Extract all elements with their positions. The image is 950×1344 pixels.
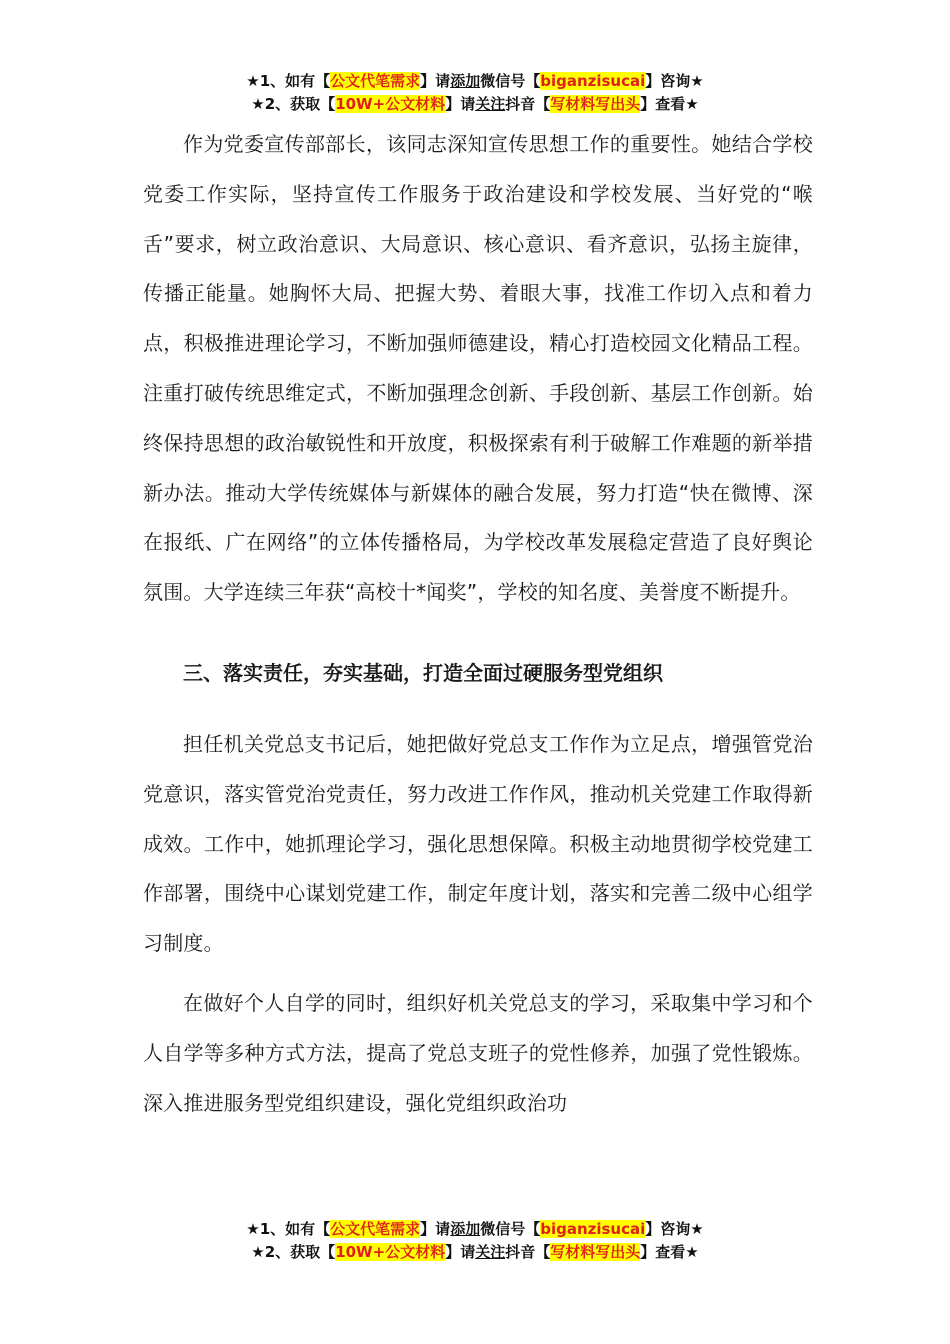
header-banner bbox=[0, 70, 950, 116]
highlight-service: 公文代笔需求 bbox=[330, 72, 421, 90]
banner-line-2: ★2、获取【10W+公文材料】请关注抖音【写材料写出头】查看★ bbox=[251, 1243, 699, 1261]
paragraph-self-study: 在做好个人自学的同时，组织好机关党总支的学习，采取集中学习和个人自学等多种方式方法，提高了党总支班子的党性修养，加强了党性锻炼。深入推进服务型党组织建设，强化党组织政治功 bbox=[143, 990, 813, 1115]
banner-line-1: ★1、如有【公文代笔需求】请添加微信号【biganzisucai】咨询★ bbox=[246, 72, 704, 90]
highlight-douyin-id: 写材料写出头 bbox=[550, 1243, 641, 1261]
footer-banner bbox=[0, 1218, 950, 1264]
highlight-wechat-id: biganzisucai bbox=[540, 72, 646, 90]
highlight-wechat-id: biganzisucai bbox=[540, 1220, 646, 1238]
section-heading: 三、落实责任，夯实基础，打造全面过硬服务型党组织 bbox=[183, 660, 663, 685]
paragraph-party-branch: 担任机关党总支书记后，她把做好党总支工作作为立足点，增强管党治党意识，落实管党治党责任，努力改进工作作风，推动机关党建工作取得新成效。工作中，她抓理论学习，强化思想保障。积极主动地贯彻学校党建工作部署，围绕中心谋划党建工作，制定年度计划，落实和完善二级中心组学习制度。 bbox=[143, 731, 813, 956]
paragraph-propaganda-work: 作为党委宣传部部长，该同志深知宣传思想工作的重要性。她结合学校党委工作实际，坚持宣传工作服务于政治建设和学校发展、当好党的“喉舌”要求，树立政治意识、大局意识、核心意识、看齐意识，弘扬主旋律，传播正能量。她胸怀大局、把握大势、着眼大事，找准工作切入点和着力点，积极推进理论学习，不断加强师德建设，精心打造校园文化精品工程。注重打破传统思维定式，不断加强理念创新、手段创新、基层工作创新。始终保持思想的政治敏锐性和开放度，积极探索有利于破解工作难题的新举措新办法。推动大学传统媒体与新媒体的融合发展，努力打造“快在微博、深在报纸、广在网络”的立体传播格局，为学校改革发展稳定营造了良好舆论氛围。大学连续三年获“高校十*闻奖”，学校的知名度、美誉度不断提升。 bbox=[143, 132, 813, 605]
highlight-materials: 10W+公文材料 bbox=[335, 95, 446, 113]
highlight-service: 公文代笔需求 bbox=[330, 1220, 421, 1238]
banner-line-1: ★1、如有【公文代笔需求】请添加微信号【biganzisucai】咨询★ bbox=[246, 1220, 704, 1238]
document-body bbox=[143, 120, 813, 1128]
highlight-materials: 10W+公文材料 bbox=[335, 1243, 446, 1261]
highlight-douyin-id: 写材料写出头 bbox=[550, 95, 641, 113]
banner-line-2: ★2、获取【10W+公文材料】请关注抖音【写材料写出头】查看★ bbox=[251, 95, 699, 113]
